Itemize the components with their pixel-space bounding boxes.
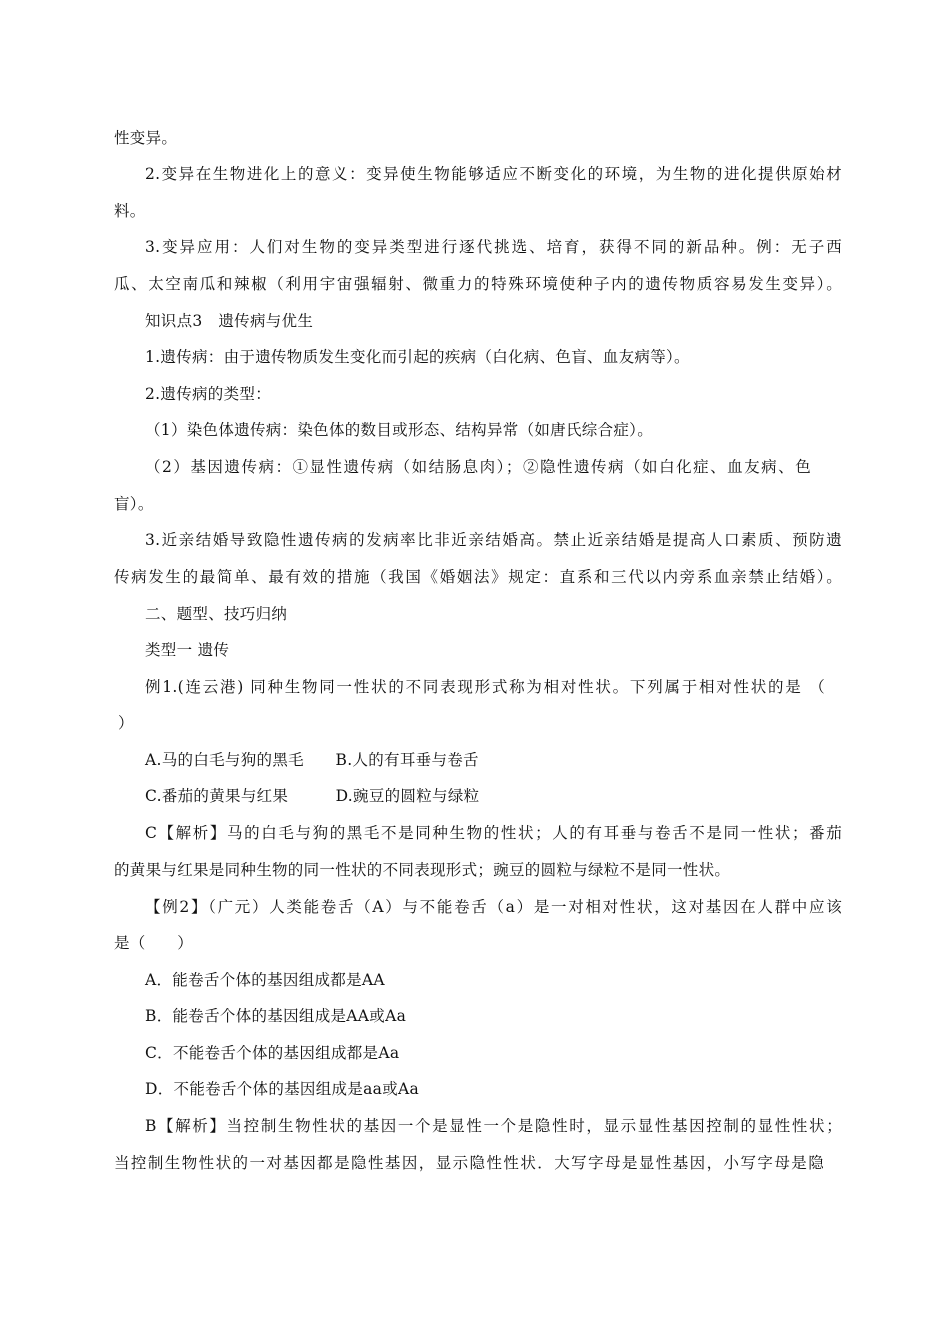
section-heading: 知识点3 遗传病与优生 (145, 312, 314, 330)
question-line: ） (118, 714, 134, 732)
text-line: 性变异。 (114, 129, 178, 147)
text-line: 3.近亲结婚导致隐性遗传病的发病率比非近亲结婚高。禁止近亲结婚是提高人口素质、预防遗 (145, 531, 842, 549)
option-line: A．能卷舌个体的基因组成都是AA (145, 971, 385, 989)
text-line: 3.变异应用：人们对生物的变异类型进行逐代挑选、培育，获得不同的新品种。例：无子西 (145, 238, 842, 256)
text-line: 传病发生的最简单、最有效的措施（我国《婚姻法》规定：直系和三代以内旁系血亲禁止结婚）。 (114, 568, 842, 586)
question-line: 例1.(连云港) 同种生物同一性状的不同表现形式称为相对性状。下列属于相对性状的是 （ (145, 678, 825, 696)
section-heading: 类型一 遗传 (145, 641, 230, 659)
text-line: 2.变异在生物进化上的意义：变异使生物能够适应不断变化的环境，为生物的进化提供原始材 (145, 165, 842, 183)
option-line: B．能卷舌个体的基因组成是AA或Aa (145, 1007, 407, 1025)
text-line: 料。 (114, 202, 146, 220)
question-line: 【例2】（广元）人类能卷舌（A）与不能卷舌（a）是一对相对性状，这对基因在人群中应该 (145, 898, 842, 916)
text-line: （2）基因遗传病：①显性遗传病（如结肠息肉）；②隐性遗传病（如白化症、血友病、色 (145, 458, 811, 476)
text-line: 2.遗传病的类型： (145, 385, 271, 403)
analysis-line: 的黄果与红果是同种生物的同一性状的不同表现形式；豌豆的圆粒与绿粒不是同一性状。 (114, 861, 731, 879)
text-line: 盲）。 (114, 495, 154, 513)
question-line: 是（ ） (114, 934, 194, 952)
option-line: C．不能卷舌个体的基因组成都是Aa (145, 1044, 400, 1062)
text-line: 1.遗传病：由于遗传物质发生变化而引起的疾病（白化病、色盲、血友病等）。 (145, 348, 690, 366)
analysis-line: 当控制生物性状的一对基因都是隐性基因，显示隐性性状．大写字母是显性基因，小写字母是隐 (114, 1154, 824, 1172)
section-heading: 二、题型、技巧归纳 (145, 605, 288, 623)
analysis-line: B【解析】当控制生物性状的基因一个是显性一个是隐性时，显示显性基因控制的显性性状； (145, 1117, 842, 1135)
analysis-line: C【解析】马的白毛与狗的黑毛不是同种生物的性状；人的有耳垂与卷舌不是同一性状；番茄 (145, 824, 842, 842)
option-line: A.马的白毛与狗的黑毛 B.人的有耳垂与卷舌 (145, 751, 479, 769)
option-line: D．不能卷舌个体的基因组成是aa或Aa (145, 1080, 420, 1098)
option-line: C.番茄的黄果与红果 D.豌豆的圆粒与绿粒 (145, 787, 480, 805)
text-line: 瓜、太空南瓜和辣椒（利用宇宙强辐射、微重力的特殊环境使种子内的遗传物质容易发生变异）。 (114, 275, 842, 293)
text-line: （1）染色体遗传病：染色体的数目或形态、结构异常（如唐氏综合症）。 (145, 421, 654, 439)
